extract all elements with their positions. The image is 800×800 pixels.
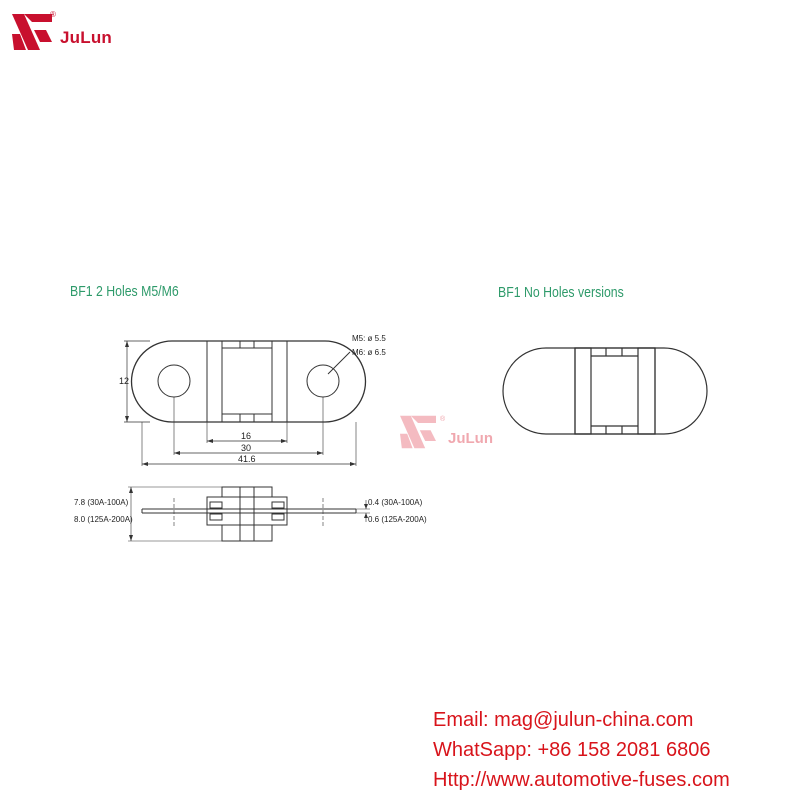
contact-email: Email: mag@julun-china.com (433, 709, 694, 731)
brand-name: JuLun (60, 28, 112, 47)
thickness-left-line1: 7.8 (30A-100A) (74, 498, 129, 507)
contact-whatsapp: WhatSapp: +86 158 2081 6806 (433, 739, 711, 761)
hole-note-m6: M6: ø 6.5 (352, 348, 386, 357)
dim-holes-label: 30 (241, 443, 252, 453)
dim-overall-label: 41.6 (238, 454, 256, 464)
section-title-no-holes: BF1 No Holes versions (498, 284, 624, 301)
contact-website: Http://www.automotive-fuses.com (433, 769, 730, 791)
watermark-registered-mark: ® (440, 416, 446, 423)
section-title-two-holes: BF1 2 Holes M5/M6 (70, 283, 179, 300)
watermark-logo-icon (398, 414, 438, 450)
hole-note-m5: M5: ø 5.5 (352, 334, 386, 343)
thickness-right-line1: 0.4 (30A-100A) (368, 498, 423, 507)
dim-inner-label: 16 (241, 431, 252, 441)
thickness-right-line2: 0.6 (125A-200A) (368, 515, 427, 524)
brand-registered-mark: ® (50, 10, 56, 19)
thickness-left-line2: 8.0 (125A-200A) (74, 515, 133, 524)
dim-height-label: 12 (119, 376, 130, 386)
watermark-text: JuLun (448, 430, 493, 447)
